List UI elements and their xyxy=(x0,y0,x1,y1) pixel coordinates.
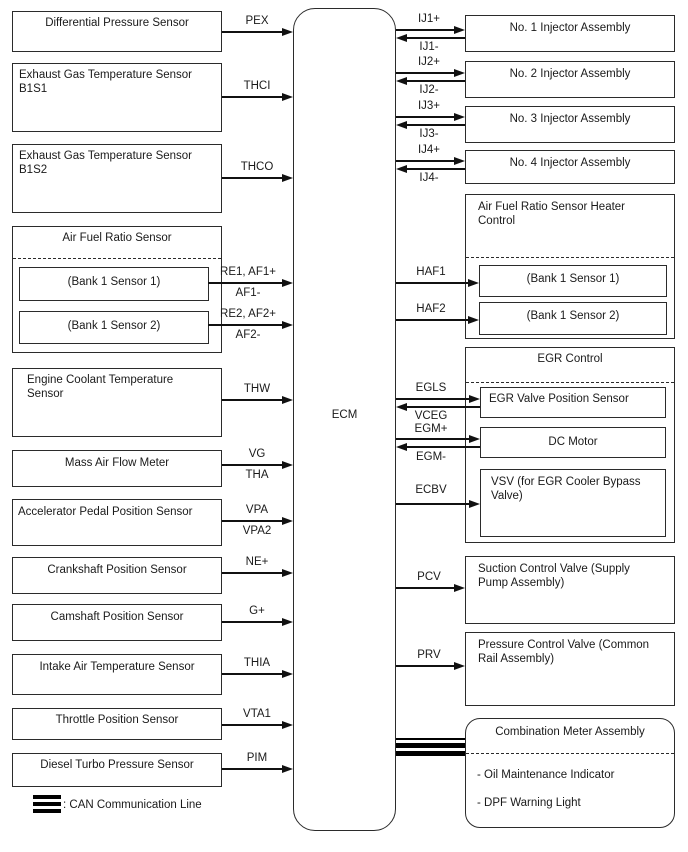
wire-egm-plus xyxy=(396,438,469,440)
can-line-stripe xyxy=(396,738,465,740)
heater-bank1-sensor1-box xyxy=(479,265,667,297)
wire-ij1-plus-arrowhead xyxy=(454,26,465,34)
combination-meter-divider xyxy=(466,753,674,754)
actuator-label: EGR Valve Position Sensor xyxy=(489,393,629,405)
signal-tha: THA xyxy=(245,469,269,481)
sensor-label: Crankshaft Position Sensor xyxy=(47,564,187,576)
signal-pex: PEX xyxy=(245,15,269,27)
sensor-label: Exhaust Gas Temperature Sensor B1S1 xyxy=(19,69,193,95)
sensor-label: Intake Air Temperature Sensor xyxy=(39,661,195,673)
sensor-box-diesel-turbo-pressure xyxy=(12,753,222,787)
sensor-label: Exhaust Gas Temperature Sensor B1S2 xyxy=(19,150,193,176)
signal-ij4-minus: IJ4- xyxy=(419,172,439,184)
wire-vpa xyxy=(222,520,282,522)
signal-egm-plus: EGM+ xyxy=(414,423,448,435)
injector-3-box xyxy=(465,106,675,143)
signal-af1-minus: AF1- xyxy=(235,287,261,299)
signal-vceg: VCEG xyxy=(414,410,448,422)
wire-af2 xyxy=(208,324,282,326)
vsv-egr-cooler-bypass-box xyxy=(480,469,666,537)
wire-pim xyxy=(222,768,282,770)
sensor-box-egt-b1s1 xyxy=(12,63,222,132)
signal-ij3-plus: IJ3+ xyxy=(417,100,441,112)
wire-vta1 xyxy=(222,724,282,726)
actuator-label: Suction Control Valve (Supply Pump Assembly) xyxy=(478,563,630,589)
wire-ij1-minus xyxy=(407,37,465,39)
sensor-box-accelerator-pedal xyxy=(12,499,222,546)
actuator-label: Air Fuel Ratio Sensor Heater Control xyxy=(478,201,626,227)
actuator-label: No. 2 Injector Assembly xyxy=(509,68,631,80)
wire-thw xyxy=(222,399,282,401)
can-icon-stripe xyxy=(33,802,61,806)
wire-ij4-minus xyxy=(407,168,465,170)
can-line-stripe xyxy=(396,751,465,756)
air-fuel-ratio-divider xyxy=(13,258,221,259)
wire-ecbv xyxy=(396,503,469,505)
sensor-box-intake-air-temp xyxy=(12,654,222,695)
wire-ecbv-arrowhead xyxy=(469,500,480,508)
wire-egm-minus xyxy=(407,446,480,448)
signal-re1-af1: RE1, AF1+ xyxy=(220,266,276,278)
egr-control-divider xyxy=(466,382,674,383)
wire-af2-arrowhead xyxy=(282,321,293,329)
sensor-label: (Bank 1 Sensor 2) xyxy=(67,320,161,332)
signal-pcv: PCV xyxy=(417,571,441,583)
wire-ij2-plus xyxy=(396,72,454,74)
wire-ij3-plus xyxy=(396,116,454,118)
wire-thia-arrowhead xyxy=(282,670,293,678)
actuator-label: VSV (for EGR Cooler Bypass Valve) xyxy=(491,476,641,502)
wire-ij1-plus xyxy=(396,29,454,31)
signal-af2-minus: AF2- xyxy=(235,329,261,341)
wire-vpa-arrowhead xyxy=(282,517,293,525)
injector-1-box xyxy=(465,15,675,52)
wire-haf2-arrowhead xyxy=(468,316,479,324)
afr-heater-divider xyxy=(466,257,674,258)
sensor-box-egt-b1s2 xyxy=(12,144,222,213)
dc-motor-box xyxy=(480,427,666,458)
wire-pex-arrowhead xyxy=(282,28,293,36)
wire-ij2-plus-arrowhead xyxy=(454,69,465,77)
ecm-label: ECM xyxy=(331,409,358,421)
wire-thco-arrowhead xyxy=(282,174,293,182)
can-icon-stripe xyxy=(33,809,61,813)
heater-bank1-sensor2-box xyxy=(479,302,667,335)
pressure-control-valve-box xyxy=(465,632,675,706)
signal-thia: THIA xyxy=(243,657,271,669)
wire-ij4-plus-arrowhead xyxy=(454,157,465,165)
wire-thci xyxy=(222,96,282,98)
signal-vg: VG xyxy=(248,448,266,460)
wire-vceg xyxy=(407,406,480,408)
signal-haf1: HAF1 xyxy=(416,266,446,278)
signal-thci: THCI xyxy=(243,80,271,92)
wire-g-arrowhead xyxy=(282,618,293,626)
afr-bank1-sensor2-box xyxy=(19,311,209,344)
sensor-label: Air Fuel Ratio Sensor xyxy=(62,232,172,244)
signal-vta1: VTA1 xyxy=(243,708,271,720)
actuator-label: No. 4 Injector Assembly xyxy=(509,157,631,169)
signal-g: G+ xyxy=(249,605,265,617)
sensor-box-crankshaft-position xyxy=(12,557,222,594)
sensor-label: Camshaft Position Sensor xyxy=(50,611,184,623)
signal-egm-minus: EGM- xyxy=(415,451,447,463)
wire-thci-arrowhead xyxy=(282,93,293,101)
wire-af1-arrowhead xyxy=(282,279,293,287)
sensor-box-differential-pressure xyxy=(12,11,222,52)
sensor-label: Engine Coolant Temperature Sensor xyxy=(27,374,174,400)
suction-control-valve-box xyxy=(465,556,675,624)
wire-prv-arrowhead xyxy=(454,662,465,670)
signal-re2-af2: RE2, AF2+ xyxy=(220,308,276,320)
sensor-box-mass-air-flow xyxy=(12,450,222,487)
signal-egls: EGLS xyxy=(415,382,447,394)
wire-vta1-arrowhead xyxy=(282,721,293,729)
signal-ij1-minus: IJ1- xyxy=(419,41,439,53)
wire-ij3-minus xyxy=(407,124,465,126)
egr-valve-position-sensor-box xyxy=(480,387,666,418)
wire-ne-arrowhead xyxy=(282,569,293,577)
wire-prv xyxy=(396,665,454,667)
wire-haf2 xyxy=(396,319,468,321)
afr-bank1-sensor1-box xyxy=(19,267,209,301)
signal-ij2-plus: IJ2+ xyxy=(417,56,441,68)
actuator-label: DC Motor xyxy=(548,436,598,448)
sensor-box-throttle-position xyxy=(12,708,222,740)
wire-egm-plus-arrowhead xyxy=(469,435,480,443)
sensor-label: (Bank 1 Sensor 1) xyxy=(67,276,161,288)
signal-vpa2: VPA2 xyxy=(242,525,272,537)
wire-haf1-arrowhead xyxy=(468,279,479,287)
signal-prv: PRV xyxy=(417,649,441,661)
wire-pex xyxy=(222,31,282,33)
wire-egm-minus-arrowhead xyxy=(396,443,407,451)
signal-ne: NE+ xyxy=(245,556,269,568)
wire-thia xyxy=(222,673,282,675)
wire-thco xyxy=(222,177,282,179)
can-line-stripe xyxy=(396,743,465,748)
actuator-label: Combination Meter Assembly xyxy=(495,726,645,738)
wire-vg-tha-arrowhead xyxy=(282,461,293,469)
actuator-label: (Bank 1 Sensor 2) xyxy=(526,310,620,322)
sensor-label: Mass Air Flow Meter xyxy=(64,457,170,469)
wire-egls-arrowhead xyxy=(469,395,480,403)
sensor-label: Accelerator Pedal Position Sensor xyxy=(18,506,193,518)
signal-thco: THCO xyxy=(240,161,274,173)
signal-haf2: HAF2 xyxy=(416,303,446,315)
signal-thw: THW xyxy=(243,383,271,395)
actuator-label: No. 1 Injector Assembly xyxy=(509,22,631,34)
signal-ij1-plus: IJ1+ xyxy=(417,13,441,25)
wire-haf1 xyxy=(396,282,468,284)
signal-ij2-minus: IJ2- xyxy=(419,84,439,96)
actuator-label: Pressure Control Valve (Common Rail Assembly) xyxy=(478,639,650,665)
wire-vg-tha xyxy=(222,464,282,466)
wire-ne xyxy=(222,572,282,574)
ecm-box xyxy=(293,8,396,831)
sensor-box-camshaft-position xyxy=(12,604,222,641)
can-icon-stripe xyxy=(33,795,61,799)
wire-g xyxy=(222,621,282,623)
wire-thw-arrowhead xyxy=(282,396,293,404)
wire-pcv xyxy=(396,587,454,589)
signal-ecbv: ECBV xyxy=(415,484,447,496)
meter-item-dpf-warning: - DPF Warning Light xyxy=(477,797,581,809)
signal-ij4-plus: IJ4+ xyxy=(417,144,441,156)
wire-ij3-plus-arrowhead xyxy=(454,113,465,121)
sensor-label: Throttle Position Sensor xyxy=(55,714,179,726)
legend-can-communication-line: : CAN Communication Line xyxy=(63,799,202,811)
wire-af1 xyxy=(208,282,282,284)
wire-pim-arrowhead xyxy=(282,765,293,773)
wire-ij4-plus xyxy=(396,160,454,162)
sensor-label: Diesel Turbo Pressure Sensor xyxy=(40,759,194,771)
actuator-label: (Bank 1 Sensor 1) xyxy=(526,273,620,285)
signal-vpa: VPA xyxy=(245,504,269,516)
actuator-label: No. 3 Injector Assembly xyxy=(509,113,631,125)
signal-pim: PIM xyxy=(246,752,268,764)
wire-egls xyxy=(396,398,469,400)
wire-pcv-arrowhead xyxy=(454,584,465,592)
injector-4-box xyxy=(465,150,675,184)
wire-ij2-minus xyxy=(407,80,465,82)
actuator-label: EGR Control xyxy=(537,353,603,365)
sensor-box-engine-coolant-temp xyxy=(12,368,222,437)
sensor-label: Differential Pressure Sensor xyxy=(45,17,189,29)
signal-ij3-minus: IJ3- xyxy=(419,128,439,140)
injector-2-box xyxy=(465,61,675,98)
meter-item-oil-maintenance: - Oil Maintenance Indicator xyxy=(477,769,615,781)
